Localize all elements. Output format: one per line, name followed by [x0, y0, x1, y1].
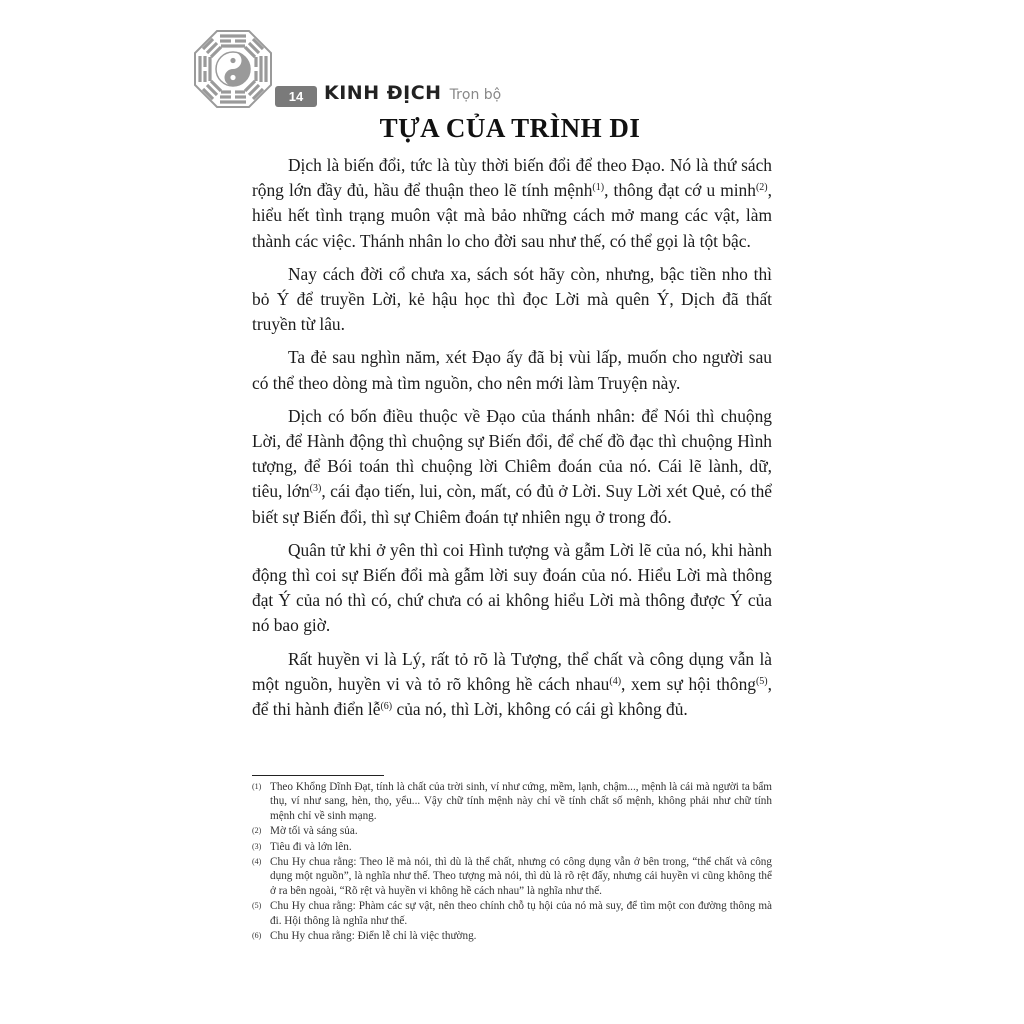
paragraph-text: , thông đạt cớ u minh	[604, 180, 756, 201]
footnote-text: Tiêu đi và lớn lên.	[270, 840, 352, 853]
paragraph-text: Nay cách đời cổ chưa xa, sách sót hãy còn, nhưng, bậc tiền nho thì bỏ Ý để truyền Lời, kẻ hậu học thì đọc Lời mà quên Ý, Dịch đã thất truyền từ lâu.	[252, 263, 772, 335]
footnote-ref[interactable]: (1)	[592, 182, 605, 194]
bagua-yin-yang-icon	[193, 29, 273, 109]
footnote-6	[252, 929, 772, 943]
footnote-ref[interactable]: (6)	[380, 701, 393, 713]
paragraph-2	[252, 262, 772, 338]
paragraph-1	[252, 153, 772, 254]
footnote-ref[interactable]: (2)	[755, 182, 768, 194]
footnotes	[252, 780, 772, 944]
paragraph-text: , hiểu hết tình trạng muôn vật mà bảo những cách mở mang các vật, làm thành các việc. Thánh nhân lo cho đời sau như thế, có thể gọi là tột bậc.	[252, 180, 772, 251]
paragraph-text: của nó, thì Lời, không có cái gì không đủ.	[392, 699, 688, 720]
footnote-3	[252, 840, 772, 854]
footnote-4	[252, 855, 772, 898]
footnote-number: (5)	[252, 901, 262, 911]
paragraph-text: Quân tử khi ở yên thì coi Hình tượng và gẫm Lời lẽ của nó, khi hành động thì coi sự Biến đổi mà gẫm lời suy đoán của nó. Hiểu Lời mà thông đạt Ý của nó thì có, chứ chưa có ai không hiểu Lời mà thông được Ý của nó bao giờ.	[252, 539, 772, 636]
footnote-text: Chu Hy chua rằng: Phàm các sự vật, nên theo chính chỗ tụ hội của nó mà suy, để tìm một con đường thông mà đi. Hội thông là nghĩa như thế.	[270, 900, 772, 927]
paragraph-text: Ta đẻ sau nghìn năm, xét Đạo ấy đã bị vùi lấp, muốn cho người sau có thể theo dòng mà tìm nguồn, cho nên mới làm Truyện này.	[252, 347, 772, 393]
book-title: KINH ĐỊCH	[324, 82, 442, 104]
footnote-text: Chu Hy chua rằng: Theo lẽ mà nói, thì dù là thể chất, nhưng có công dụng vẫn ở bên trong, “thể chất và công dụng một nguồn”, là nghĩa như thế. Theo tượng mà nói, thì dù là rõ rệt đấy, nhưng cái huyền vi cũng không thể ở ra bên ngoài, “Rõ rệt và huyền vi không hề cách nhau” là nghĩa như thế.	[270, 856, 772, 897]
paragraph-text: , cái đạo tiến, lui, còn, mất, có đủ ở Lời. Suy Lời xét Quẻ, có thể biết sự Biến đổi, thì sự Chiêm đoán tự nhiên ngụ ở trong đó.	[252, 481, 772, 527]
footnote-number: (1)	[252, 782, 262, 791]
paragraph-text: Rất huyền vi là Lý, rất tỏ rõ là Tượng, thể chất và công dụng vẫn là một nguồn, huyền vi và tỏ rõ không hề cách nhau	[252, 648, 772, 694]
page-header	[193, 29, 593, 109]
footnote-ref[interactable]: (3)	[309, 483, 322, 495]
page-number-badge: 14	[275, 86, 317, 107]
footnote-text: Chu Hy chua rằng: Điển lễ chỉ là việc thường.	[270, 930, 477, 943]
footnote-divider	[252, 775, 384, 776]
chapter-title: TỰA CỦA TRÌNH DI	[379, 113, 641, 143]
body-text	[252, 153, 772, 730]
footnote-number: (2)	[252, 826, 262, 836]
footnote-2	[252, 824, 772, 838]
footnote-ref[interactable]: (4)	[609, 675, 622, 687]
running-header-title	[324, 82, 501, 104]
paragraph-text: , để thi hành điển lễ	[252, 673, 772, 720]
paragraph-4	[252, 404, 772, 530]
paragraph-text: , xem sự hội thông	[621, 673, 756, 694]
footnote-number: (6)	[252, 931, 262, 941]
footnote-number: (3)	[252, 841, 262, 851]
footnote-5	[252, 899, 772, 928]
paragraph-text: Dịch có bốn điều thuộc về Đạo của thánh nhân: để Nói thì chuộng Lời, để Hành động thì chuộng sự Biến đổi, để chế đồ đạc thì chuộng Hình tượng, để Bói toán thì chuộng lời Chiêm đoán của nó. Cái lẽ lành, dữ, tiêu, lớn	[252, 405, 772, 502]
footnote-ref[interactable]: (5)	[755, 675, 768, 687]
paragraph-3	[252, 345, 772, 395]
footnote-1	[252, 780, 772, 823]
paragraph-5	[252, 538, 772, 639]
book-subtitle: Trọn bộ	[449, 87, 502, 103]
paragraph-text: Dịch là biến đổi, tức là tùy thời biến đổi để theo Đạo. Nó là thứ sách rộng lớn đầy đủ, hầu để thuận theo lẽ tính mệnh	[252, 155, 772, 201]
footnote-text: Theo Khổng Dĩnh Đạt, tính là chất của trời sinh, ví như cứng, mềm, lạnh, chậm..., mệnh là cái mà người ta bẩm thụ, ví như sang, hèn, thọ, yểu... Vậy chữ tính mệnh này chỉ về tính chất số mệnh, không phải như chữ tính mệnh chỉ về sinh mạng.	[270, 781, 772, 822]
footnote-number: (4)	[252, 857, 262, 867]
footnote-text: Mờ tối và sáng sủa.	[270, 825, 358, 838]
paragraph-6	[252, 647, 772, 723]
